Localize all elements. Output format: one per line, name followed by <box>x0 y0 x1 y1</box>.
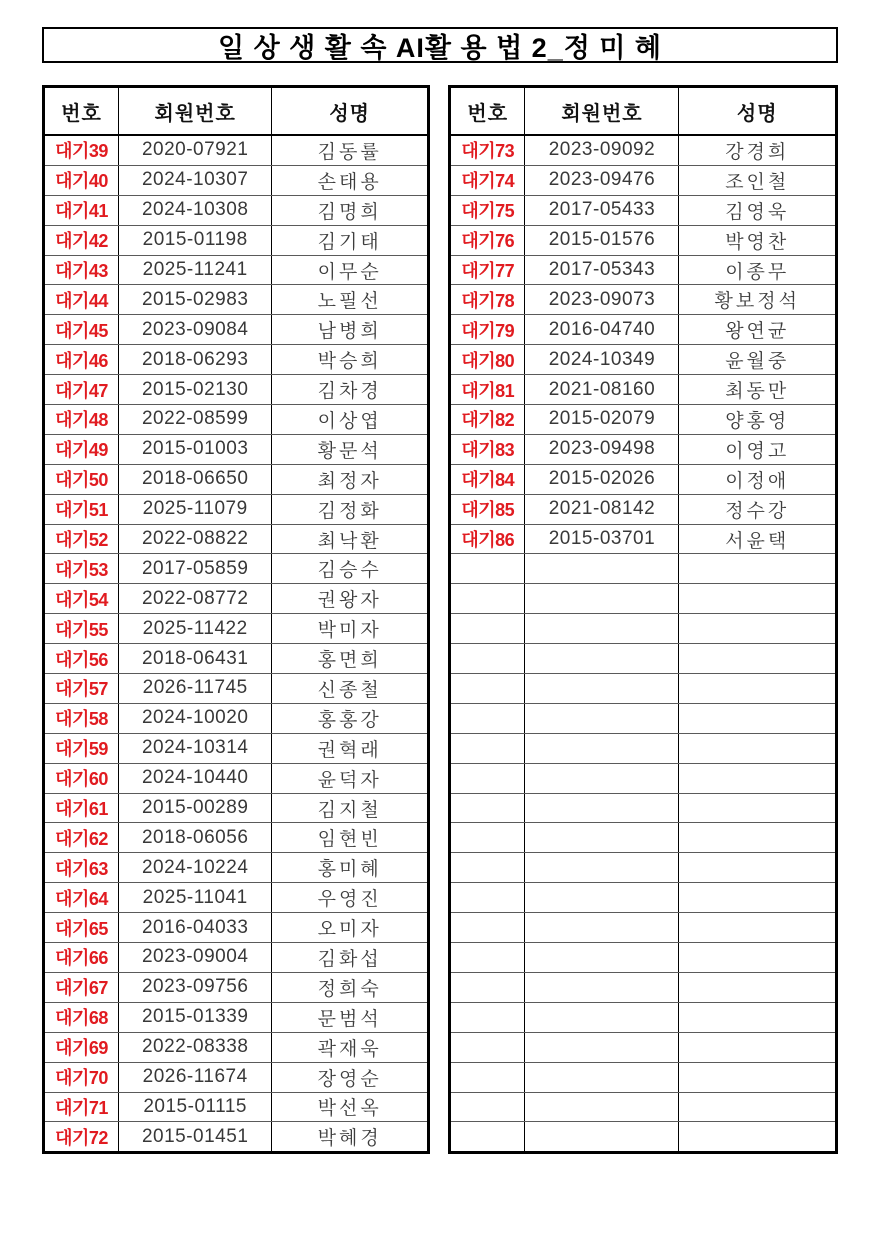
wait-number-cell-empty <box>450 793 525 823</box>
member-id-cell: 2024-10314 <box>119 733 272 763</box>
table-row <box>44 674 429 704</box>
member-id-cell-empty <box>525 823 679 853</box>
member-id-cell: 2015-01451 <box>119 1122 272 1153</box>
name-cell-empty <box>679 853 837 883</box>
member-id-cell-empty <box>525 793 679 823</box>
wait-number-cell: 대기56 <box>44 644 119 674</box>
name-cell: 임현빈 <box>272 823 429 853</box>
member-id-cell: 2018-06650 <box>119 464 272 494</box>
wait-number-cell: 대기66 <box>44 943 119 973</box>
name-cell: 정희숙 <box>272 972 429 1002</box>
member-id-cell-empty <box>525 733 679 763</box>
empty-row <box>450 1092 837 1122</box>
name-cell-empty <box>679 763 837 793</box>
name-cell: 홍면희 <box>272 644 429 674</box>
table-row <box>44 763 429 793</box>
name-cell-empty <box>679 913 837 943</box>
name-cell: 김지철 <box>272 793 429 823</box>
wait-number-cell-empty <box>450 1032 525 1062</box>
table-row <box>450 405 837 435</box>
name-cell: 박선옥 <box>272 1092 429 1122</box>
wait-number-cell: 대기69 <box>44 1032 119 1062</box>
empty-row <box>450 733 837 763</box>
member-id-cell: 2016-04033 <box>119 913 272 943</box>
table-row <box>44 195 429 225</box>
name-cell: 이상엽 <box>272 405 429 435</box>
name-cell: 정수강 <box>679 494 837 524</box>
name-cell: 윤덕자 <box>272 763 429 793</box>
name-cell-empty <box>679 972 837 1002</box>
table-row <box>44 524 429 554</box>
member-id-cell: 2021-08160 <box>525 375 679 405</box>
name-cell: 최낙환 <box>272 524 429 554</box>
wait-number-cell-empty <box>450 614 525 644</box>
table-row <box>44 883 429 913</box>
table-row <box>44 285 429 315</box>
member-id-cell: 2016-04740 <box>525 315 679 345</box>
member-id-cell: 2024-10440 <box>119 763 272 793</box>
member-id-cell-empty <box>525 584 679 614</box>
name-cell-empty <box>679 793 837 823</box>
member-id-cell: 2015-01198 <box>119 225 272 255</box>
wait-number-cell: 대기45 <box>44 315 119 345</box>
wait-number-cell: 대기79 <box>450 315 525 345</box>
empty-row <box>450 883 837 913</box>
member-id-cell-empty <box>525 1092 679 1122</box>
table-row <box>44 345 429 375</box>
member-table-right <box>448 85 838 1154</box>
member-id-cell: 2023-09004 <box>119 943 272 973</box>
table-row <box>44 793 429 823</box>
empty-row <box>450 913 837 943</box>
member-id-cell: 2023-09476 <box>525 165 679 195</box>
table-row <box>44 494 429 524</box>
member-id-cell: 2023-09084 <box>119 315 272 345</box>
member-table-left <box>42 85 430 1154</box>
name-cell-empty <box>679 883 837 913</box>
wait-number-cell: 대기70 <box>44 1062 119 1092</box>
wait-number-cell: 대기42 <box>44 225 119 255</box>
wait-number-cell-empty <box>450 1122 525 1153</box>
table-row <box>44 1062 429 1092</box>
member-id-cell: 2015-01339 <box>119 1002 272 1032</box>
table-row <box>44 405 429 435</box>
member-id-cell: 2024-10349 <box>525 345 679 375</box>
name-cell: 남병희 <box>272 315 429 345</box>
name-cell-empty <box>679 1032 837 1062</box>
name-cell: 강경희 <box>679 135 837 165</box>
wait-number-cell: 대기57 <box>44 674 119 704</box>
table-row <box>450 375 837 405</box>
wait-number-cell: 대기58 <box>44 703 119 733</box>
wait-number-cell: 대기41 <box>44 195 119 225</box>
table-row <box>44 853 429 883</box>
header-member-id: 회원번호 <box>119 87 272 136</box>
table-row <box>450 524 837 554</box>
name-cell: 손태용 <box>272 165 429 195</box>
member-id-cell-empty <box>525 1002 679 1032</box>
member-id-cell-empty <box>525 644 679 674</box>
member-id-cell: 2022-08822 <box>119 524 272 554</box>
wait-number-cell: 대기47 <box>44 375 119 405</box>
table-row <box>450 315 837 345</box>
wait-number-cell-empty <box>450 972 525 1002</box>
tables-container <box>42 85 838 1154</box>
member-id-cell: 2015-01576 <box>525 225 679 255</box>
member-id-cell: 2025-11422 <box>119 614 272 644</box>
table-row <box>450 345 837 375</box>
table-row <box>450 195 837 225</box>
name-cell: 김화섭 <box>272 943 429 973</box>
wait-number-cell: 대기62 <box>44 823 119 853</box>
table-row <box>44 823 429 853</box>
name-cell: 문범석 <box>272 1002 429 1032</box>
empty-row <box>450 853 837 883</box>
wait-number-cell: 대기75 <box>450 195 525 225</box>
empty-row <box>450 1032 837 1062</box>
member-id-cell: 2015-02983 <box>119 285 272 315</box>
wait-number-cell: 대기59 <box>44 733 119 763</box>
member-id-cell: 2023-09073 <box>525 285 679 315</box>
name-cell-empty <box>679 644 837 674</box>
member-id-cell: 2018-06431 <box>119 644 272 674</box>
member-id-cell: 2022-08599 <box>119 405 272 435</box>
wait-number-cell-empty <box>450 913 525 943</box>
empty-row <box>450 584 837 614</box>
member-id-cell: 2015-01003 <box>119 434 272 464</box>
name-cell: 최정자 <box>272 464 429 494</box>
name-cell: 이종무 <box>679 255 837 285</box>
member-id-cell: 2025-11041 <box>119 883 272 913</box>
header-row <box>450 87 837 136</box>
wait-number-cell: 대기44 <box>44 285 119 315</box>
name-cell: 박미자 <box>272 614 429 644</box>
empty-row <box>450 1062 837 1092</box>
table-row <box>44 464 429 494</box>
wait-number-cell: 대기43 <box>44 255 119 285</box>
name-cell: 최동만 <box>679 375 837 405</box>
table-row <box>44 434 429 464</box>
member-id-cell-empty <box>525 1032 679 1062</box>
header-name: 성명 <box>272 87 429 136</box>
table-row <box>44 733 429 763</box>
wait-number-cell: 대기73 <box>450 135 525 165</box>
member-id-cell: 2018-06293 <box>119 345 272 375</box>
wait-number-cell-empty <box>450 674 525 704</box>
wait-number-cell: 대기83 <box>450 434 525 464</box>
member-id-cell: 2018-06056 <box>119 823 272 853</box>
wait-number-cell: 대기55 <box>44 614 119 644</box>
wait-number-cell: 대기40 <box>44 165 119 195</box>
member-id-cell: 2017-05859 <box>119 554 272 584</box>
name-cell-empty <box>679 584 837 614</box>
name-cell: 오미자 <box>272 913 429 943</box>
name-cell: 곽재욱 <box>272 1032 429 1062</box>
wait-number-cell: 대기50 <box>44 464 119 494</box>
name-cell-empty <box>679 674 837 704</box>
member-id-cell-empty <box>525 853 679 883</box>
wait-number-cell-empty <box>450 883 525 913</box>
table-row <box>44 135 429 165</box>
table-row <box>450 165 837 195</box>
wait-number-cell: 대기60 <box>44 763 119 793</box>
member-id-cell: 2023-09756 <box>119 972 272 1002</box>
member-id-cell: 2015-02130 <box>119 375 272 405</box>
name-cell: 이무순 <box>272 255 429 285</box>
wait-number-cell-empty <box>450 1062 525 1092</box>
member-id-cell-empty <box>525 763 679 793</box>
name-cell-empty <box>679 703 837 733</box>
table-row <box>450 434 837 464</box>
wait-number-cell: 대기68 <box>44 1002 119 1032</box>
wait-number-cell: 대기71 <box>44 1092 119 1122</box>
member-id-cell: 2024-10308 <box>119 195 272 225</box>
wait-number-cell-empty <box>450 703 525 733</box>
page-title: 일 상 생 활 속 AI활 용 법 2_정 미 혜 <box>218 32 662 63</box>
name-cell-empty <box>679 733 837 763</box>
wait-number-cell: 대기76 <box>450 225 525 255</box>
table-row <box>44 1002 429 1032</box>
name-cell: 윤월중 <box>679 345 837 375</box>
table-row <box>44 972 429 1002</box>
wait-number-cell: 대기67 <box>44 972 119 1002</box>
name-cell: 우영진 <box>272 883 429 913</box>
member-id-cell-empty <box>525 554 679 584</box>
member-id-cell-empty <box>525 703 679 733</box>
wait-number-cell: 대기74 <box>450 165 525 195</box>
member-id-cell: 2022-08772 <box>119 584 272 614</box>
name-cell: 노필선 <box>272 285 429 315</box>
wait-number-cell: 대기85 <box>450 494 525 524</box>
wait-number-cell-empty <box>450 1002 525 1032</box>
member-id-cell: 2020-07921 <box>119 135 272 165</box>
table-row <box>44 554 429 584</box>
name-cell: 이정애 <box>679 464 837 494</box>
empty-row <box>450 1002 837 1032</box>
wait-number-cell: 대기46 <box>44 345 119 375</box>
wait-number-cell: 대기84 <box>450 464 525 494</box>
header-member-id: 회원번호 <box>525 87 679 136</box>
member-id-cell: 2015-01115 <box>119 1092 272 1122</box>
name-cell: 장영순 <box>272 1062 429 1092</box>
wait-number-cell: 대기39 <box>44 135 119 165</box>
name-cell-empty <box>679 1002 837 1032</box>
wait-number-cell: 대기72 <box>44 1122 119 1153</box>
table-row <box>44 1092 429 1122</box>
name-cell: 권혁래 <box>272 733 429 763</box>
table-row <box>44 1122 429 1153</box>
table-row <box>44 165 429 195</box>
member-id-cell: 2026-11674 <box>119 1062 272 1092</box>
wait-number-cell-empty <box>450 823 525 853</box>
name-cell: 김승수 <box>272 554 429 584</box>
wait-number-cell: 대기52 <box>44 524 119 554</box>
table-row <box>44 584 429 614</box>
wait-number-cell: 대기48 <box>44 405 119 435</box>
table-row <box>450 285 837 315</box>
table-body-right <box>450 135 837 1153</box>
name-cell: 이영고 <box>679 434 837 464</box>
wait-number-cell: 대기77 <box>450 255 525 285</box>
table-row <box>44 375 429 405</box>
name-cell: 김정화 <box>272 494 429 524</box>
empty-row <box>450 763 837 793</box>
wait-number-cell: 대기61 <box>44 793 119 823</box>
empty-row <box>450 703 837 733</box>
name-cell: 김영욱 <box>679 195 837 225</box>
empty-row <box>450 554 837 584</box>
member-id-cell-empty <box>525 674 679 704</box>
wait-number-cell-empty <box>450 943 525 973</box>
name-cell: 권왕자 <box>272 584 429 614</box>
name-cell: 조인철 <box>679 165 837 195</box>
member-id-cell: 2026-11745 <box>119 674 272 704</box>
table-row <box>450 494 837 524</box>
name-cell-empty <box>679 1092 837 1122</box>
table-row <box>44 225 429 255</box>
wait-number-cell: 대기54 <box>44 584 119 614</box>
name-cell: 홍미혜 <box>272 853 429 883</box>
wait-number-cell: 대기53 <box>44 554 119 584</box>
empty-row <box>450 972 837 1002</box>
member-id-cell: 2017-05343 <box>525 255 679 285</box>
member-id-cell: 2015-02026 <box>525 464 679 494</box>
member-id-cell-empty <box>525 913 679 943</box>
name-cell: 김명희 <box>272 195 429 225</box>
wait-number-cell-empty <box>450 1092 525 1122</box>
member-id-cell: 2017-05433 <box>525 195 679 225</box>
header-no: 번호 <box>44 87 119 136</box>
name-cell: 박혜경 <box>272 1122 429 1153</box>
member-id-cell: 2024-10020 <box>119 703 272 733</box>
table-row <box>44 1032 429 1062</box>
name-cell: 황보정석 <box>679 285 837 315</box>
name-cell: 홍홍강 <box>272 703 429 733</box>
name-cell: 왕연균 <box>679 315 837 345</box>
wait-number-cell: 대기51 <box>44 494 119 524</box>
wait-number-cell-empty <box>450 584 525 614</box>
name-cell: 김차경 <box>272 375 429 405</box>
header-name: 성명 <box>679 87 837 136</box>
table-row <box>450 255 837 285</box>
table-row <box>450 225 837 255</box>
member-id-cell: 2015-00289 <box>119 793 272 823</box>
name-cell: 김기태 <box>272 225 429 255</box>
wait-number-cell-empty <box>450 554 525 584</box>
member-id-cell-empty <box>525 1122 679 1153</box>
member-id-cell: 2025-11079 <box>119 494 272 524</box>
name-cell-empty <box>679 1062 837 1092</box>
wait-number-cell: 대기81 <box>450 375 525 405</box>
name-cell-empty <box>679 1122 837 1153</box>
name-cell-empty <box>679 614 837 644</box>
empty-row <box>450 793 837 823</box>
member-id-cell-empty <box>525 972 679 1002</box>
table-row <box>44 703 429 733</box>
name-cell-empty <box>679 823 837 853</box>
wait-number-cell: 대기80 <box>450 345 525 375</box>
member-id-cell-empty <box>525 883 679 913</box>
empty-row <box>450 823 837 853</box>
member-id-cell-empty <box>525 943 679 973</box>
name-cell: 양홍영 <box>679 405 837 435</box>
member-id-cell: 2025-11241 <box>119 255 272 285</box>
table-row <box>44 255 429 285</box>
member-id-cell: 2015-03701 <box>525 524 679 554</box>
wait-number-cell-empty <box>450 853 525 883</box>
table-row <box>44 644 429 674</box>
wait-number-cell-empty <box>450 733 525 763</box>
member-id-cell: 2021-08142 <box>525 494 679 524</box>
member-id-cell: 2024-10224 <box>119 853 272 883</box>
member-id-cell: 2024-10307 <box>119 165 272 195</box>
table-body-left <box>44 135 429 1153</box>
table-row <box>450 135 837 165</box>
name-cell: 김동률 <box>272 135 429 165</box>
name-cell-empty <box>679 554 837 584</box>
name-cell: 박영찬 <box>679 225 837 255</box>
member-id-cell: 2022-08338 <box>119 1032 272 1062</box>
wait-number-cell-empty <box>450 763 525 793</box>
name-cell: 황문석 <box>272 434 429 464</box>
name-cell-empty <box>679 943 837 973</box>
header-no: 번호 <box>450 87 525 136</box>
member-id-cell-empty <box>525 614 679 644</box>
member-id-cell-empty <box>525 1062 679 1092</box>
empty-row <box>450 943 837 973</box>
wait-number-cell: 대기86 <box>450 524 525 554</box>
wait-number-cell: 대기63 <box>44 853 119 883</box>
wait-number-cell-empty <box>450 644 525 674</box>
name-cell: 박승희 <box>272 345 429 375</box>
name-cell: 신종철 <box>272 674 429 704</box>
header-row <box>44 87 429 136</box>
table-row <box>44 943 429 973</box>
member-id-cell: 2023-09092 <box>525 135 679 165</box>
member-id-cell: 2023-09498 <box>525 434 679 464</box>
table-row <box>44 315 429 345</box>
empty-row <box>450 614 837 644</box>
wait-number-cell: 대기82 <box>450 405 525 435</box>
wait-number-cell: 대기49 <box>44 434 119 464</box>
table-row <box>44 614 429 644</box>
wait-number-cell: 대기65 <box>44 913 119 943</box>
table-row <box>450 464 837 494</box>
empty-row <box>450 644 837 674</box>
empty-row <box>450 674 837 704</box>
empty-row <box>450 1122 837 1153</box>
name-cell: 서윤택 <box>679 524 837 554</box>
member-id-cell: 2015-02079 <box>525 405 679 435</box>
title-box <box>42 27 838 63</box>
wait-number-cell: 대기78 <box>450 285 525 315</box>
table-row <box>44 913 429 943</box>
wait-number-cell: 대기64 <box>44 883 119 913</box>
